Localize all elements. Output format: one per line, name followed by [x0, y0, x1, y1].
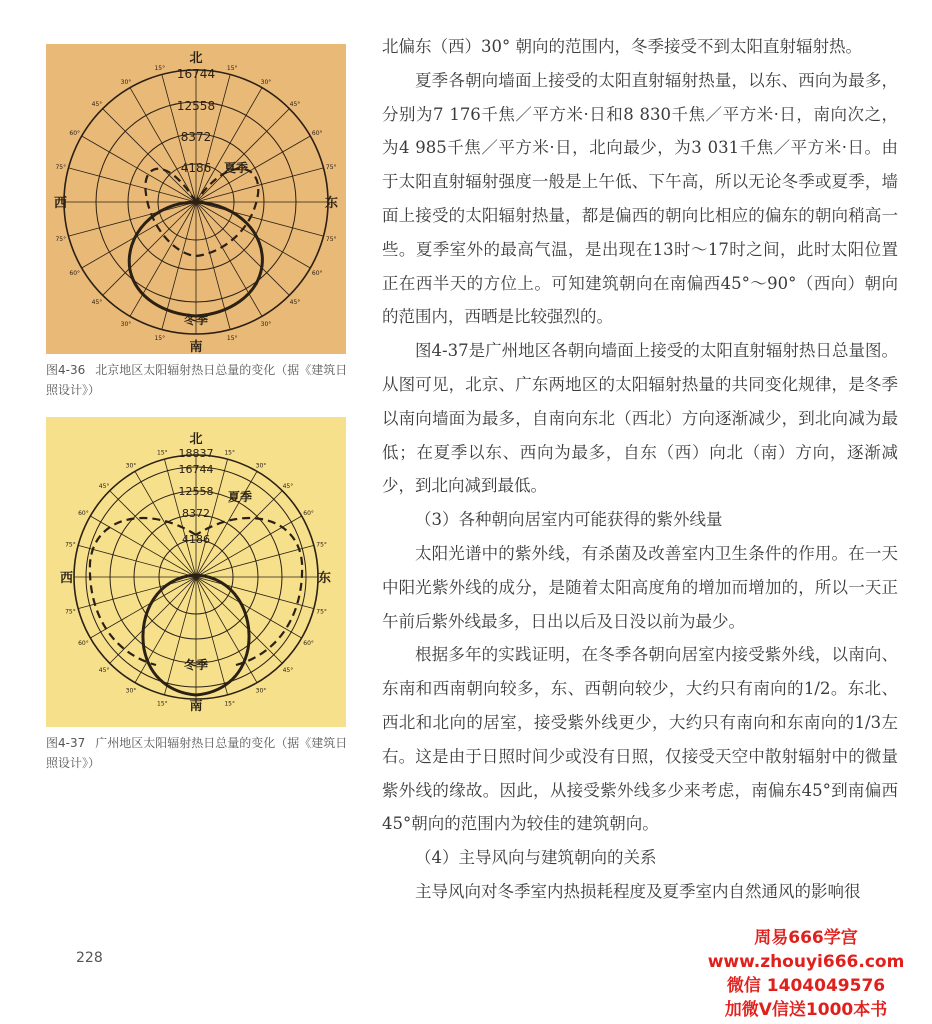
ring-value: 12558	[178, 485, 214, 498]
paragraph: 根据多年的实践证明，在冬季各朝向居室内接受紫外线，以南向、东南和西南朝向较多，东、西朝向较少，大约只有南向的1/2。东北、西北和北向的居室，接受紫外线更少，大约只有南向和东南向的1/3左右。这是由于日照时间少或没有日照，仅接受天空中散射辐射中的微量紫外线的缘故。因此，从接受紫外线多少来考虑，南偏东45°到南偏西45°朝向的范围内为较佳的建筑朝向。	[382, 645, 898, 834]
ring-value: 8372	[182, 507, 210, 520]
figure-4-37-caption	[46, 733, 356, 773]
grid-spoke	[82, 136, 196, 202]
body-text-column	[382, 30, 898, 909]
figure-4-37-panel	[46, 417, 346, 727]
watermark-line: 加微V信送1000本书	[724, 1000, 888, 1020]
angle-label: 30°	[260, 78, 272, 86]
angle-label: 45°	[91, 101, 103, 109]
angle-label: 60°	[69, 270, 81, 277]
angle-label: 75°	[65, 608, 76, 616]
grid-spoke	[196, 577, 228, 695]
angle-label: 30°	[255, 462, 267, 470]
angle-label: 45°	[282, 666, 294, 674]
angle-label: 75°	[325, 163, 337, 171]
angle-label: 15°	[224, 700, 235, 708]
angle-label: 75°	[65, 541, 76, 549]
section-heading: （4）主导风向与建筑朝向的关系	[415, 848, 657, 868]
caption-number: 图4-37	[46, 736, 86, 750]
summer-label: 夏季	[228, 490, 253, 504]
angle-label: 75°	[55, 236, 67, 244]
grid-spoke	[196, 577, 314, 609]
angle-label: 45°	[98, 666, 110, 674]
grid-spoke	[196, 168, 324, 202]
grid-spoke	[68, 168, 196, 202]
north-label: 北	[189, 432, 203, 447]
watermark-line: www.zhouyi666.com	[707, 952, 905, 972]
angle-label: 45°	[98, 483, 110, 491]
ring-value: 4186	[180, 161, 212, 175]
grid-spoke	[130, 202, 196, 316]
figure-4-36-panel	[46, 44, 346, 354]
west-label: 西	[60, 571, 74, 586]
angle-label: 30°	[125, 462, 137, 470]
angle-label: 30°	[125, 687, 137, 695]
angle-label: 60°	[311, 270, 323, 277]
angle-label: 15°	[226, 335, 238, 343]
figure-4-37	[46, 417, 346, 773]
winter-label: 冬季	[183, 658, 209, 672]
grid-spoke	[82, 202, 196, 268]
ring-value: 18837	[178, 447, 214, 460]
grid-spoke	[196, 577, 282, 663]
grid-spoke	[196, 109, 289, 202]
ring-value: 8372	[180, 130, 212, 144]
angle-label: 15°	[226, 64, 238, 72]
grid-spoke	[196, 545, 314, 577]
guangzhou-radiation-polar-chart	[46, 417, 346, 727]
ring-value: 16744	[178, 463, 214, 476]
paragraph: 图4-37是广州地区各朝向墙面上接受的太阳直射辐射热日总量图。从图可见，北京、广东两地区的太阳辐射热量的共同变化规律，是冬季以南向墙面为最多，自南向东北（西北）方向逐渐减少，到北向减为最低；在夏季以东、西向为最多，自东（西）向北（南）方向，逐渐减少，到北向减到最低。	[382, 341, 898, 496]
east-label: 东	[318, 571, 332, 586]
angle-label: 30°	[260, 321, 272, 329]
angle-label: 30°	[120, 321, 132, 329]
watermark	[686, 926, 926, 1022]
grid-spoke	[196, 202, 324, 236]
west-label: 西	[54, 196, 68, 211]
figure-4-36-caption	[46, 360, 356, 400]
angle-label: 75°	[316, 608, 327, 616]
figure-4-36	[46, 44, 346, 400]
ring-value: 16744	[176, 67, 216, 81]
grid-spoke	[110, 577, 196, 663]
angle-label: 60°	[78, 640, 89, 647]
grid-spoke	[68, 202, 196, 236]
angle-label: 15°	[154, 335, 166, 343]
winter-label: 冬季	[183, 313, 209, 327]
grid-spoke	[78, 545, 196, 577]
ring-value: 12558	[176, 99, 216, 113]
angle-label: 60°	[303, 640, 314, 647]
watermark-line: 微信 1404049576	[726, 976, 886, 996]
caption-text: 北京地区太阳辐射热日总量的变化（据《建筑日照设计》）	[46, 363, 348, 397]
angle-label: 60°	[69, 130, 81, 137]
angle-label: 60°	[78, 510, 89, 517]
angle-label: 15°	[157, 700, 168, 708]
paragraph: 主导风向对冬季室内热损耗程度及夏季室内自然通风的影响很	[415, 881, 861, 901]
watermark-line: 周易666学宫	[754, 928, 858, 948]
grid-spoke	[196, 202, 310, 268]
angle-label: 45°	[91, 298, 103, 306]
south-label: 南	[189, 340, 203, 354]
angle-label: 30°	[120, 78, 132, 86]
angle-label: 45°	[289, 298, 301, 306]
grid-spoke	[164, 577, 196, 695]
angle-label: 60°	[303, 510, 314, 517]
angle-label: 15°	[157, 449, 168, 457]
angle-label: 15°	[224, 449, 235, 457]
angle-label: 60°	[311, 130, 323, 137]
angle-label: 15°	[154, 64, 166, 72]
caption-number: 图4-36	[46, 363, 86, 377]
section-heading: （3）各种朝向居室内可能获得的紫外线量	[415, 510, 723, 530]
angle-label: 75°	[316, 541, 327, 549]
grid-spoke	[196, 202, 262, 316]
grid-spoke	[103, 202, 196, 295]
caption-text: 广州地区太阳辐射热日总量的变化（据《建筑日照设计》）	[46, 736, 348, 770]
ring-value: 4186	[182, 533, 210, 546]
grid-spoke	[196, 202, 289, 295]
paragraph: 北偏东（西）30° 朝向的范围内，冬季接受不到太阳直射辐射热。	[382, 37, 862, 56]
angle-label: 30°	[255, 687, 267, 695]
grid-spoke	[196, 136, 310, 202]
angle-label: 75°	[325, 236, 337, 244]
south-label: 南	[189, 699, 203, 714]
angle-label: 75°	[55, 163, 67, 171]
east-label: 东	[325, 196, 339, 211]
grid-spoke	[90, 516, 196, 577]
page-number: 228	[76, 950, 103, 966]
north-label: 北	[189, 51, 203, 66]
paragraph: 太阳光谱中的紫外线，有杀菌及改善室内卫生条件的作用。在一天中阳光紫外线的成分，是随着太阳高度角的增加而增加的，所以一天正午前后紫外线最多，日出以后及日没以前为最少。	[382, 543, 898, 631]
summer-label: 夏季	[224, 161, 249, 175]
beijing-radiation-polar-chart	[46, 44, 346, 354]
paragraph: 夏季各朝向墙面上接受的太阳直射辐射热量，以东、西向为最多，分别为7 176千焦／平方米·日和8 830千焦／平方米·日，南向次之，为4 985千焦／平方米·日，北向最少，为3 031千焦／平方米·日。由于太阳直射辐射强度一般是上午低、下午高，所以无论冬季或夏季，墙面上接受的太阳辐射热量，都是偏西的朝向比相应的偏东的朝向稍高一些。夏季室外的最高气温，是出现在13时～17时之间，此时太阳位置正在西半天的方位上。可知建筑朝向在南偏西45°～90°（西向）朝向的范围内，西晒是比较强烈的。	[382, 70, 898, 327]
angle-label: 45°	[289, 101, 301, 109]
grid-spoke	[103, 109, 196, 202]
angle-label: 45°	[282, 483, 294, 491]
grid-spoke	[196, 516, 302, 577]
